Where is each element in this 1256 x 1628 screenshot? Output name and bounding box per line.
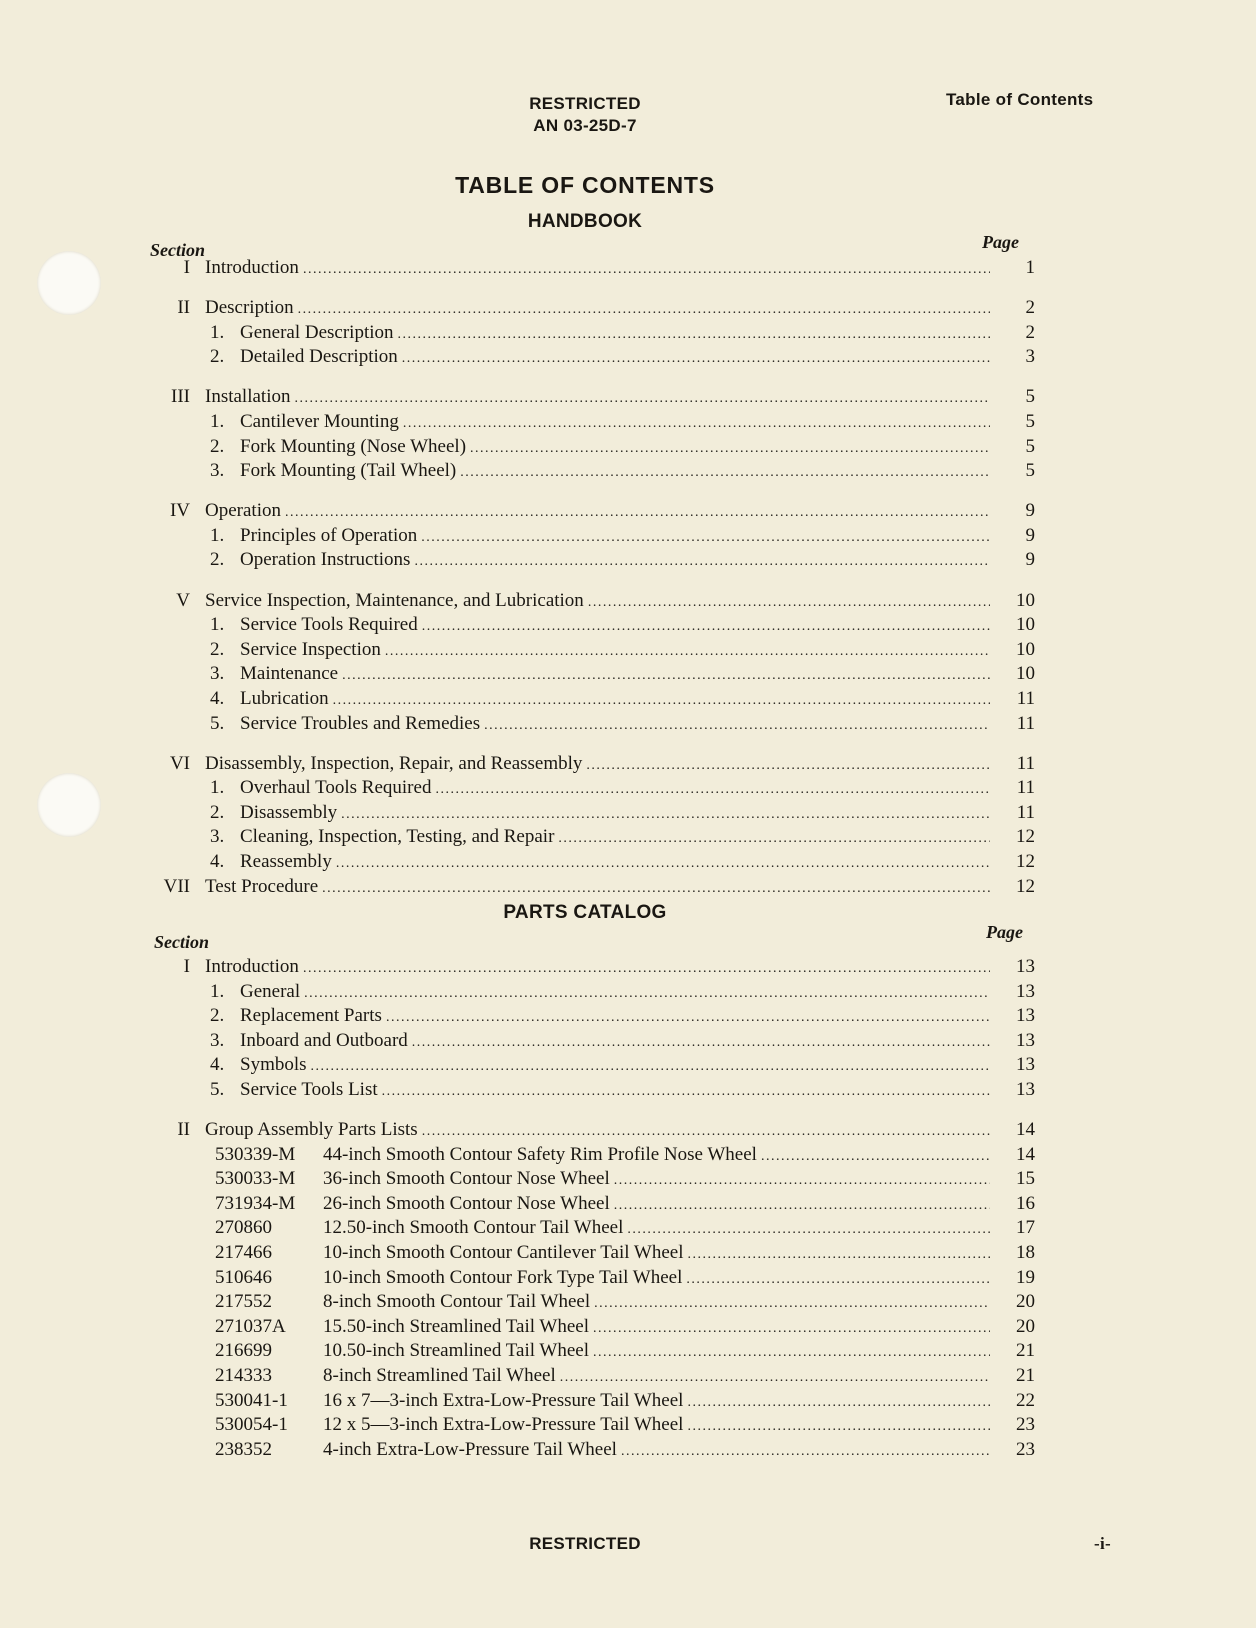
entry-title: 8-inch Streamlined Tail Wheel: [323, 1365, 556, 1386]
entry-text-wrap: [205, 1118, 990, 1144]
entry-title: Lubrication: [240, 687, 329, 709]
section-number: III: [171, 386, 190, 408]
subsection-number: 1.: [210, 524, 225, 546]
page-ref: 9: [1025, 524, 1035, 546]
entry-text-wrap: [215, 1167, 990, 1193]
leader-dots: [422, 1118, 990, 1144]
entry-text-wrap: [215, 1216, 990, 1242]
page-ref: 13: [1016, 1005, 1035, 1027]
subsection-number: 4.: [210, 1054, 225, 1076]
leader-dots: [402, 345, 990, 371]
page-ref: 21: [1016, 1365, 1035, 1386]
part-number: 731934-M: [215, 1192, 296, 1214]
entry-title: 10-inch Smooth Contour Cantilever Tail Wheel: [323, 1242, 684, 1264]
toc-entry[interactable]: [140, 613, 1035, 638]
leader-dots: [422, 613, 990, 639]
entry-title: 10-inch Smooth Contour Fork Type Tail Wheel: [323, 1266, 683, 1288]
part-number: 217552: [215, 1291, 272, 1313]
leader-dots: [398, 321, 990, 347]
section-column-label: Section: [154, 932, 210, 952]
entry-title: Introduction: [205, 956, 299, 977]
entry-title: Fork Mounting (Nose Wheel): [240, 435, 467, 457]
punch-hole: [37, 773, 101, 837]
entry-title: 12 x 5—3-inch Extra-Low-Pressure Tail Wheel: [323, 1414, 684, 1436]
part-number: 530054-1: [215, 1414, 288, 1436]
page-ref: 11: [1016, 712, 1035, 734]
leader-dots: [761, 1143, 990, 1169]
section-number: VII: [163, 875, 190, 897]
entry-title: Operation: [205, 500, 281, 522]
leader-dots: [414, 548, 990, 574]
toc-entry[interactable]: [140, 850, 1035, 875]
leader-dots: [593, 1339, 990, 1365]
page-ref: 11: [1016, 752, 1035, 774]
entry-title: Cantilever Mounting: [240, 410, 399, 432]
section-number: V: [176, 589, 190, 611]
leader-dots: [687, 1413, 990, 1439]
leader-dots: [341, 801, 990, 827]
toc-entry[interactable]: [140, 345, 1035, 370]
leader-dots: [298, 296, 990, 322]
entry-text-wrap: [210, 850, 990, 876]
page-ref: 13: [1016, 1078, 1035, 1100]
toc-entry[interactable]: [140, 1029, 1035, 1054]
entry-text-wrap: [210, 435, 990, 461]
leader-dots: [294, 385, 990, 411]
page-ref: 5: [1025, 435, 1035, 457]
subsection-number: 5.: [210, 712, 225, 734]
leader-dots: [586, 752, 990, 778]
page-ref: 15: [1016, 1168, 1035, 1190]
toc-entry[interactable]: [140, 589, 1035, 614]
page-ref: 14: [1016, 1119, 1035, 1141]
entry-title: Test Procedure: [205, 875, 319, 897]
page-ref: 23: [1016, 1414, 1035, 1436]
subsection-number: 1.: [210, 980, 225, 1002]
part-number: 530041-1: [215, 1389, 288, 1411]
leader-dots: [484, 712, 990, 738]
page-ref: 11: [1016, 687, 1035, 709]
subsection-number: 3.: [210, 826, 225, 848]
section-number: VI: [169, 752, 190, 774]
page-ref: 2: [1025, 321, 1035, 343]
page-ref: 19: [1016, 1266, 1035, 1288]
entry-title: Principles of Operation: [240, 524, 418, 546]
toc-entry[interactable]: [140, 1364, 1035, 1389]
leader-dots: [386, 1004, 990, 1030]
page-ref: 13: [1016, 980, 1035, 1002]
leader-dots: [470, 435, 990, 461]
page-ref: 10: [1016, 663, 1035, 685]
handbook-heading: HANDBOOK: [527, 211, 643, 232]
leader-dots: [342, 662, 990, 688]
part-number: 216699: [215, 1340, 272, 1362]
entry-text-wrap: [210, 524, 990, 550]
entry-title: 10.50-inch Streamlined Tail Wheel: [323, 1340, 590, 1362]
entry-text-wrap: [210, 1004, 990, 1030]
entry-text-wrap: [205, 589, 990, 615]
entry-title: Introduction: [205, 257, 299, 278]
leader-dots: [621, 1438, 990, 1464]
toc-entry[interactable]: [140, 801, 1035, 826]
leader-dots: [588, 589, 990, 615]
leader-dots: [303, 955, 990, 981]
entry-text-wrap: [210, 801, 990, 827]
entry-text-wrap: [210, 980, 990, 1006]
toc-entry[interactable]: [140, 1339, 1035, 1364]
subsection-number: 4.: [210, 687, 225, 709]
toc-entry[interactable]: [140, 1192, 1035, 1217]
entry-title: Cleaning, Inspection, Testing, and Repair: [240, 826, 555, 848]
page-ref: 14: [1016, 1143, 1035, 1165]
subsection-number: 4.: [210, 850, 225, 872]
leader-dots: [336, 850, 990, 876]
subsection-number: 2.: [210, 1005, 225, 1027]
entry-title: General: [240, 980, 301, 1002]
parts-catalog-contents: [140, 955, 1035, 1462]
entry-text-wrap: [215, 1315, 990, 1341]
entry-text-wrap: [210, 638, 990, 664]
subsection-number: 3.: [210, 663, 225, 685]
subsection-number: 2.: [210, 435, 225, 457]
toc-entry[interactable]: [140, 825, 1035, 850]
leader-dots: [614, 1192, 990, 1218]
section-number: I: [183, 956, 190, 977]
leader-dots: [322, 875, 990, 901]
toc-entry[interactable]: [140, 1241, 1035, 1266]
page-ref: 1: [1025, 257, 1035, 278]
entry-title: 16 x 7—3-inch Extra-Low-Pressure Tail Wheel: [323, 1389, 684, 1411]
entry-text-wrap: [210, 662, 990, 688]
page-ref: 13: [1016, 956, 1035, 977]
entry-title: Maintenance: [240, 663, 339, 685]
parts-catalog-heading: PARTS CATALOG: [503, 902, 667, 923]
entry-title: Disassembly, Inspection, Repair, and Reassembly: [205, 752, 583, 774]
subsection-number: 2.: [210, 549, 225, 571]
leader-dots: [412, 1029, 990, 1055]
subsection-number: 2.: [210, 801, 225, 823]
entry-text-wrap: [215, 1266, 990, 1292]
toc-entry[interactable]: [140, 499, 1035, 524]
entry-title: 36-inch Smooth Contour Nose Wheel: [323, 1168, 610, 1190]
entry-title: Detailed Description: [240, 346, 398, 368]
page-ref: 5: [1025, 460, 1035, 482]
entry-text-wrap: [210, 1053, 990, 1079]
page-ref: 5: [1025, 386, 1035, 408]
page-ref: 20: [1016, 1315, 1035, 1337]
toc-entry[interactable]: [140, 687, 1035, 712]
entry-title: Operation Instructions: [240, 549, 411, 571]
entry-text-wrap: [215, 1438, 990, 1464]
leader-dots: [382, 1078, 990, 1104]
toc-entry[interactable]: [140, 385, 1035, 410]
page-ref: 11: [1016, 777, 1035, 799]
toc-entry[interactable]: [140, 296, 1035, 321]
subsection-number: 2.: [210, 346, 225, 368]
page-ref: 9: [1025, 500, 1035, 522]
subsection-number: 1.: [210, 777, 225, 799]
entry-title: Service Tools Required: [240, 614, 418, 636]
entry-title: Service Troubles and Remedies: [240, 712, 481, 734]
toc-entry[interactable]: [140, 752, 1035, 777]
entry-title: Service Inspection: [240, 638, 381, 660]
toc-entry[interactable]: [140, 712, 1035, 737]
page-ref: 22: [1016, 1389, 1035, 1411]
entry-text-wrap: [215, 1192, 990, 1218]
toc-entry[interactable]: [140, 1167, 1035, 1192]
toc-entry[interactable]: [140, 875, 1035, 900]
leader-dots: [686, 1266, 990, 1292]
entry-text-wrap: [205, 256, 990, 282]
page-ref: 20: [1016, 1291, 1035, 1313]
entry-text-wrap: [205, 955, 990, 981]
entry-text-wrap: [210, 687, 990, 713]
part-number: 530339-M: [215, 1143, 296, 1165]
entry-text-wrap: [215, 1389, 990, 1415]
entry-text-wrap: [210, 410, 990, 436]
part-number: 238352: [215, 1438, 272, 1460]
entry-title: Description: [205, 297, 294, 319]
page-ref: 11: [1016, 801, 1035, 823]
page-ref: 16: [1016, 1192, 1035, 1214]
entry-title: Reassembly: [240, 850, 332, 872]
page-column-label: Page: [986, 922, 1023, 942]
entry-title: Disassembly: [240, 801, 338, 823]
leader-dots: [460, 459, 990, 485]
subsection-number: 1.: [210, 321, 225, 343]
entry-text-wrap: [215, 1364, 990, 1390]
entry-text-wrap: [210, 548, 990, 574]
page-ref: 5: [1025, 410, 1035, 432]
entry-title: Replacement Parts: [240, 1005, 382, 1027]
page-ref: 18: [1016, 1242, 1035, 1264]
page-ref: 12: [1016, 826, 1035, 848]
leader-dots: [687, 1389, 990, 1415]
classification-footer: RESTRICTED: [529, 1534, 641, 1553]
leader-dots: [558, 825, 990, 851]
toc-entry[interactable]: [140, 1004, 1035, 1029]
entry-text-wrap: [210, 345, 990, 371]
subsection-number: 1.: [210, 614, 225, 636]
leader-dots: [333, 687, 990, 713]
leader-dots: [614, 1167, 990, 1193]
part-number: 217466: [215, 1242, 272, 1264]
entry-title: Group Assembly Parts Lists: [205, 1119, 418, 1141]
entry-text-wrap: [210, 1029, 990, 1055]
subsection-number: 3.: [210, 1029, 225, 1051]
entry-title: 8-inch Smooth Contour Tail Wheel: [323, 1291, 591, 1313]
leader-dots: [593, 1315, 990, 1341]
leader-dots: [594, 1290, 990, 1316]
page-ref: 10: [1016, 614, 1035, 636]
toc-entry[interactable]: [140, 776, 1035, 801]
page-ref: 13: [1016, 1029, 1035, 1051]
toc-entry[interactable]: [140, 256, 1035, 281]
part-number: 271037A: [215, 1315, 286, 1337]
entry-text-wrap: [205, 875, 990, 901]
page-ref: 21: [1016, 1340, 1035, 1362]
entry-title: 12.50-inch Smooth Contour Tail Wheel: [323, 1217, 624, 1239]
leader-dots: [285, 499, 990, 525]
toc-entry[interactable]: [140, 1315, 1035, 1340]
entry-title: Symbols: [240, 1054, 307, 1076]
page-title: TABLE OF CONTENTS: [455, 172, 715, 198]
toc-entry[interactable]: [140, 955, 1035, 980]
entry-text-wrap: [215, 1241, 990, 1267]
page-ref: 12: [1016, 875, 1035, 897]
toc-entry[interactable]: [140, 1389, 1035, 1414]
section-number: II: [177, 297, 190, 319]
section-number: IV: [169, 500, 190, 522]
part-number: 214333: [215, 1365, 272, 1386]
toc-entry[interactable]: [140, 638, 1035, 663]
classification-header: RESTRICTED: [529, 94, 641, 113]
section-number: II: [177, 1119, 190, 1141]
toc-entry[interactable]: [140, 1118, 1035, 1143]
subsection-number: 1.: [210, 410, 225, 432]
entry-title: 15.50-inch Streamlined Tail Wheel: [323, 1315, 590, 1337]
entry-title: Service Tools List: [240, 1078, 378, 1100]
page-ref: 9: [1025, 549, 1035, 571]
part-number: 530033-M: [215, 1168, 296, 1190]
toc-entry[interactable]: [140, 459, 1035, 484]
entry-text-wrap: [210, 1078, 990, 1104]
entry-title: Inboard and Outboard: [240, 1029, 408, 1051]
entry-text-wrap: [215, 1290, 990, 1316]
part-number: 510646: [215, 1266, 272, 1288]
page-number: -i-: [1094, 1534, 1111, 1553]
entry-text-wrap: [205, 499, 990, 525]
page-ref: 13: [1016, 1054, 1035, 1076]
entry-text-wrap: [210, 459, 990, 485]
entry-title: 44-inch Smooth Contour Safety Rim Profile Nose Wheel: [323, 1143, 757, 1165]
entry-title: Service Inspection, Maintenance, and Lubrication: [205, 589, 584, 611]
entry-text-wrap: [210, 776, 990, 802]
toc-entry[interactable]: [140, 980, 1035, 1005]
page-ref: 2: [1025, 297, 1035, 319]
subsection-number: 2.: [210, 638, 225, 660]
leader-dots: [688, 1241, 991, 1267]
toc-entry[interactable]: [140, 548, 1035, 573]
leader-dots: [303, 256, 990, 282]
entry-text-wrap: [210, 613, 990, 639]
leader-dots: [311, 1053, 990, 1079]
toc-entry[interactable]: [140, 410, 1035, 435]
toc-entry[interactable]: [140, 1413, 1035, 1438]
entry-text-wrap: [215, 1143, 990, 1169]
page-column-label: Page: [982, 232, 1019, 252]
entry-title: Overhaul Tools Required: [240, 777, 432, 799]
page-ref: 12: [1016, 850, 1035, 872]
toc-entry[interactable]: [140, 662, 1035, 687]
page-ref: 10: [1016, 638, 1035, 660]
section-number: I: [183, 257, 190, 278]
toc-entry[interactable]: [140, 435, 1035, 460]
toc-entry[interactable]: [140, 1438, 1035, 1463]
entry-title: Fork Mounting (Tail Wheel): [240, 460, 457, 482]
subsection-number: 3.: [210, 460, 225, 482]
leader-dots: [304, 980, 990, 1006]
entry-text-wrap: [205, 385, 990, 411]
leader-dots: [627, 1216, 990, 1242]
running-title: Table of Contents: [946, 90, 1094, 109]
entry-text-wrap: [210, 321, 990, 347]
leader-dots: [435, 776, 990, 802]
page-ref: 3: [1025, 346, 1035, 368]
entry-text-wrap: [210, 712, 990, 738]
leader-dots: [403, 410, 990, 436]
part-number: 270860: [215, 1217, 272, 1239]
entry-title: 4-inch Extra-Low-Pressure Tail Wheel: [323, 1438, 617, 1460]
leader-dots: [421, 524, 990, 550]
toc-entry[interactable]: [140, 524, 1035, 549]
entry-text-wrap: [205, 296, 990, 322]
entry-title: 26-inch Smooth Contour Nose Wheel: [323, 1192, 610, 1214]
entry-text-wrap: [205, 752, 990, 778]
page-ref: 23: [1016, 1438, 1035, 1460]
entry-title: General Description: [240, 321, 394, 343]
handbook-contents: [140, 256, 1035, 899]
toc-entry[interactable]: [140, 1053, 1035, 1078]
leader-dots: [560, 1364, 990, 1390]
toc-entry[interactable]: [140, 1266, 1035, 1291]
leader-dots: [385, 638, 990, 664]
toc-entry[interactable]: [140, 1216, 1035, 1241]
entry-text-wrap: [215, 1339, 990, 1365]
entry-text-wrap: [215, 1413, 990, 1439]
toc-entry[interactable]: [140, 1290, 1035, 1315]
page-ref: 17: [1016, 1217, 1035, 1239]
section-column-label: Section: [150, 240, 206, 260]
toc-entry[interactable]: [140, 321, 1035, 346]
toc-entry[interactable]: [140, 1143, 1035, 1168]
page-ref: 10: [1016, 589, 1035, 611]
document-number: AN 03-25D-7: [533, 116, 637, 135]
punch-hole: [37, 251, 101, 315]
toc-entry[interactable]: [140, 1078, 1035, 1103]
subsection-number: 5.: [210, 1078, 225, 1100]
entry-title: Installation: [205, 386, 291, 408]
entry-text-wrap: [210, 825, 990, 851]
